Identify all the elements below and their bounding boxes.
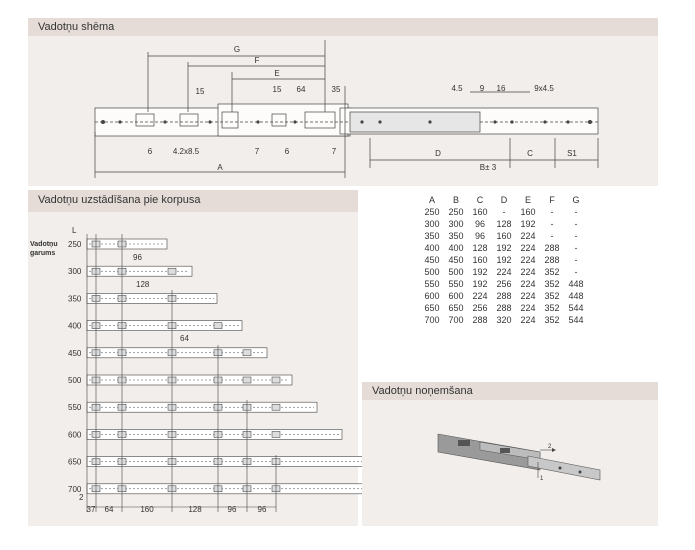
table-cell: 160 — [520, 207, 536, 217]
bottom-dim-96a: 96 — [227, 505, 237, 514]
table-cell: - — [550, 219, 554, 229]
length-label: 700 — [68, 484, 82, 494]
table-cell: 288 — [544, 243, 560, 253]
table-cell: 450 — [448, 255, 464, 265]
length-label: 250 — [68, 240, 82, 249]
table-cell: 400 — [448, 243, 464, 253]
dim-9: 9 — [479, 84, 485, 93]
offset-label: 2 — [79, 493, 84, 502]
table-cell: 160 — [472, 255, 488, 265]
dim-S1: S1 — [567, 149, 577, 158]
dim-35: 35 — [331, 85, 341, 94]
dim-4-2x8-5: 4.2x8.5 — [172, 147, 200, 156]
table-cell: 96 — [474, 219, 485, 229]
table-cell: 500 — [448, 267, 464, 277]
mount-title: Vadotņu uzstādīšana pie korpusa — [38, 194, 201, 206]
dim-6a: 6 — [147, 147, 153, 156]
table-cell: - — [502, 207, 506, 217]
bottom-dim-160: 160 — [140, 505, 154, 514]
bottom-dim-96b: 96 — [257, 505, 267, 514]
table-cell: 300 — [448, 219, 464, 229]
dim-G: G — [233, 45, 241, 54]
table-cell: 352 — [544, 315, 560, 325]
dim-C: C — [527, 149, 533, 158]
bottom-dim-37: 37 — [86, 505, 96, 514]
col-header: G — [572, 195, 580, 205]
table-cell: 224 — [520, 243, 536, 253]
table-cell: 256 — [472, 303, 488, 313]
dim-4-5: 4.5 — [451, 84, 463, 93]
table-cell: 352 — [544, 279, 560, 289]
dim-B: B± 3 — [479, 163, 497, 172]
table-cell: 160 — [496, 231, 512, 241]
table-cell: 192 — [520, 219, 536, 229]
bottom-dim-128: 128 — [188, 505, 202, 514]
table-cell: 224 — [496, 267, 512, 277]
dim-9x4-5: 9x4.5 — [534, 84, 554, 93]
col-header: E — [524, 195, 531, 205]
table-cell: 288 — [496, 291, 512, 301]
inner-dim-96: 96 — [133, 253, 142, 262]
length-label: 300 — [68, 267, 82, 277]
table-cell: 250 — [424, 207, 440, 217]
col-header: B — [452, 195, 459, 205]
inner-dim-64: 64 — [180, 334, 189, 343]
table-cell: 400 — [424, 243, 440, 253]
dim-15b: 15 — [272, 85, 282, 94]
inner-dim-128: 128 — [136, 280, 150, 289]
col-header: D — [500, 195, 508, 205]
length-label: 350 — [68, 294, 82, 304]
table-cell: 224 — [520, 279, 536, 289]
table-cell: - — [574, 267, 578, 277]
table-cell: 352 — [544, 267, 560, 277]
col-header: F — [549, 195, 555, 205]
table-cell: - — [574, 207, 578, 217]
table-cell: 350 — [424, 231, 440, 241]
dim-D: D — [435, 149, 441, 158]
scheme-title: Vadotņu shēma — [38, 21, 115, 33]
table-cell: 224 — [520, 291, 536, 301]
removal-title: Vadotņu noņemšana — [372, 385, 473, 397]
table-cell: 288 — [496, 303, 512, 313]
table-cell: - — [574, 231, 578, 241]
length-label: 550 — [68, 403, 82, 413]
table-cell: 448 — [568, 291, 584, 301]
table-cell: 192 — [496, 243, 512, 253]
removal-step-1: 1 — [540, 476, 544, 482]
table-cell: 600 — [424, 291, 440, 301]
table-cell: 450 — [424, 255, 440, 265]
table-cell: 550 — [424, 279, 440, 289]
table-cell: 320 — [496, 315, 512, 325]
table-cell: 224 — [520, 267, 536, 277]
table-cell: 128 — [472, 243, 488, 253]
table-cell: 500 — [424, 267, 440, 277]
table-cell: 544 — [568, 315, 584, 325]
col-header: C — [476, 195, 484, 205]
table-cell: 192 — [472, 279, 488, 289]
dim-7a: 7 — [254, 147, 260, 156]
col-header: A — [428, 195, 435, 205]
length-label: 600 — [68, 430, 82, 440]
table-cell: 224 — [520, 303, 536, 313]
table-cell: 650 — [448, 303, 464, 313]
table-cell: 224 — [520, 315, 536, 325]
dim-64: 64 — [296, 85, 306, 94]
dim-15a: 15 — [195, 87, 205, 96]
length-label: 400 — [68, 321, 82, 331]
dim-F: F — [254, 56, 260, 65]
table-cell: 300 — [424, 219, 440, 229]
table-cell: 192 — [496, 255, 512, 265]
table-cell: - — [574, 219, 578, 229]
table-cell: 700 — [424, 315, 440, 325]
table-cell: 250 — [448, 207, 464, 217]
table-cell: 224 — [472, 291, 488, 301]
table-cell: 600 — [448, 291, 464, 301]
table-cell: 550 — [448, 279, 464, 289]
table-cell: 256 — [496, 279, 512, 289]
table-cell: - — [574, 243, 578, 253]
table-cell: 352 — [544, 291, 560, 301]
dim-7b: 7 — [331, 147, 337, 156]
table-cell: 128 — [496, 219, 512, 229]
table-cell: 160 — [472, 207, 488, 217]
table-cell: 288 — [472, 315, 488, 325]
table-cell: 700 — [448, 315, 464, 325]
table-cell: 288 — [544, 255, 560, 265]
table-cell: 650 — [424, 303, 440, 313]
table-cell: 224 — [520, 255, 536, 265]
dim-16: 16 — [496, 84, 506, 93]
table-cell: 352 — [544, 303, 560, 313]
row-label-line2: garums — [30, 250, 56, 257]
table-cell: - — [550, 231, 554, 241]
length-label: 500 — [68, 376, 82, 385]
table-cell: - — [574, 255, 578, 265]
row-label-line1: Vadotņu — [30, 241, 58, 248]
dim-E: E — [274, 69, 280, 78]
table-cell: 544 — [568, 303, 584, 313]
length-column-label: L — [72, 226, 77, 235]
table-cell: - — [550, 207, 554, 217]
dim-6b: 6 — [284, 147, 290, 156]
dim-A: A — [217, 163, 223, 172]
table-cell: 350 — [448, 231, 464, 241]
table-cell: 224 — [520, 231, 536, 241]
length-label: 450 — [68, 348, 82, 358]
table-cell: 448 — [568, 279, 584, 289]
table-cell: 192 — [472, 267, 488, 277]
table-cell: 96 — [474, 231, 485, 241]
length-label: 650 — [68, 457, 82, 467]
removal-step-2: 2 — [548, 444, 552, 450]
bottom-dim-64: 64 — [104, 505, 114, 514]
